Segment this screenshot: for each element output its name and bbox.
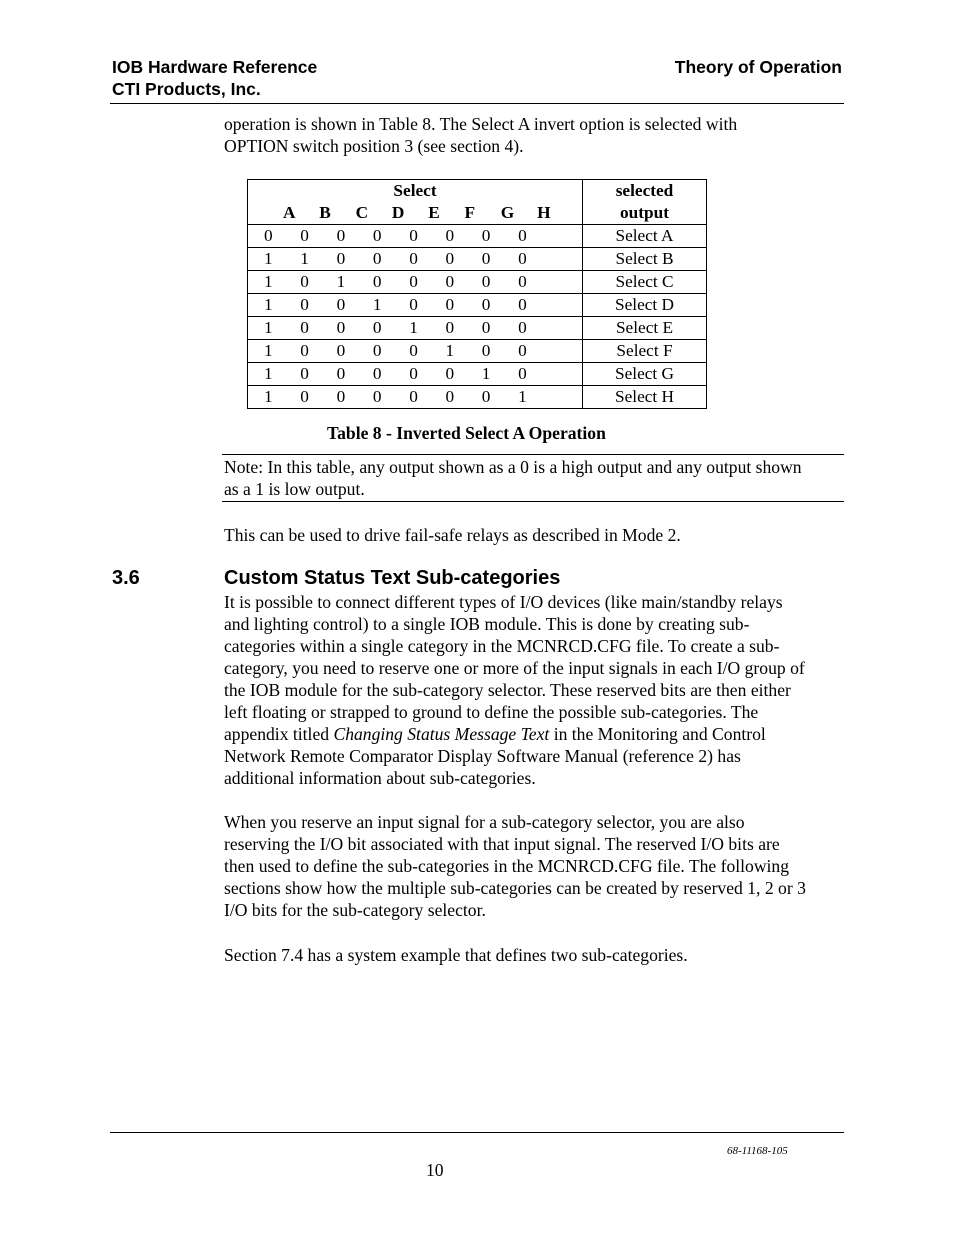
bit-value: 0 <box>336 387 346 406</box>
bit-value: 0 <box>336 226 346 245</box>
letter-d: D <box>391 203 405 222</box>
bit-value: 0 <box>518 295 527 314</box>
header-section: Theory of Operation <box>674 57 842 77</box>
bit-value: 0 <box>372 318 382 337</box>
bit-value: 0 <box>300 295 309 314</box>
bit-value: 1 <box>445 341 455 360</box>
bit-value: 0 <box>300 226 309 245</box>
section-number: 3.6 <box>112 567 140 589</box>
section-paragraph-1 <box>224 591 844 789</box>
section-heading <box>112 566 560 590</box>
bit-value: 0 <box>264 226 273 245</box>
bits-cell <box>248 317 583 340</box>
bit-value: 0 <box>481 318 491 337</box>
bit-value: 1 <box>264 387 273 406</box>
bit-value: 0 <box>372 364 382 383</box>
bit-value: 0 <box>481 295 491 314</box>
bit-value: 0 <box>336 341 346 360</box>
bit-value: 0 <box>372 387 382 406</box>
header-company: CTI Products, Inc. <box>112 79 261 99</box>
output-header-line2: output <box>620 203 669 222</box>
fail-safe-paragraph: This can be used to drive fail-safe relays as described in Mode 2. <box>224 525 681 545</box>
table-row <box>248 294 707 317</box>
manual-title-italic: Changing Status Message Text <box>333 724 550 744</box>
document-code: 68-11168-105 <box>727 1145 788 1157</box>
footer-rule <box>110 1132 844 1133</box>
bit-value: 0 <box>518 272 527 291</box>
bits-cell <box>248 225 583 248</box>
bit-value: 0 <box>372 249 382 268</box>
bit-value: 0 <box>409 226 418 245</box>
header-left <box>112 56 317 100</box>
bit-value: 0 <box>445 318 455 337</box>
bit-value: 0 <box>481 341 491 360</box>
bits-cell <box>248 248 583 271</box>
table-row <box>248 317 707 340</box>
header-rule <box>110 103 844 104</box>
bit-value: 1 <box>372 295 382 314</box>
table-row <box>248 271 707 294</box>
table-row <box>248 363 707 386</box>
bits-cell <box>248 340 583 363</box>
select-header: Select <box>393 181 437 200</box>
header-title: IOB Hardware Reference <box>112 57 318 77</box>
letter-g: G <box>500 203 515 222</box>
section-title: Custom Status Text Sub-categories <box>224 567 561 589</box>
bit-value: 0 <box>518 318 527 337</box>
bits-cell <box>248 386 583 409</box>
bit-value: 0 <box>409 295 418 314</box>
bit-value: 0 <box>372 226 382 245</box>
bit-value: 1 <box>264 318 273 337</box>
section-paragraph-2: When you reserve an input signal for a sub-category selector, you are also reserving the I/O bit associated with that input signal. The reserved I/O bits are then used to define the sub-categories in the MCNRCD.CFG file. The following sections show how the multiple sub-categories can be created by reserved 1, 2 or 3 I/O bits for the sub-category selector. <box>224 812 806 920</box>
output-cell: Select C <box>583 271 707 294</box>
select-table <box>247 179 707 409</box>
page-number: 10 <box>426 1160 444 1180</box>
output-header-line1: selected <box>615 181 674 200</box>
bit-value: 0 <box>336 295 346 314</box>
bit-value: 1 <box>518 387 527 406</box>
bit-value: 0 <box>445 272 455 291</box>
note-bottom-rule <box>222 501 844 502</box>
intro-paragraph: operation is shown in Table 8. The Select A invert option is selected with OPTION switch position 3 (see section 4). <box>224 114 738 156</box>
bit-value: 0 <box>445 226 455 245</box>
bit-value: 0 <box>372 272 382 291</box>
bit-value: 0 <box>445 387 455 406</box>
note-paragraph: Note: In this table, any output shown as a 0 is a high output and any output shown as a 1 is low output. <box>224 457 802 499</box>
bit-value: 1 <box>264 249 273 268</box>
para1-text-before: It is possible to connect different types of I/O devices (like main/standby relays and lighting control) to a single IOB module. This is done by creating sub- categories within a single category in the MCNRCD.CFG file. To create a sub- category, you need to reserve one or more of the input signals in each I/O group of the IOB module for the sub-category selector. These reserved bits are then either left floating or strapped to ground to define the possible sub-categories. The appendix titled <box>224 592 805 744</box>
para1-text-after: in the Monitoring and Control Network Remote Comparator Display Software Manual (reference 2) has additional information about sub-categories. <box>224 724 766 788</box>
bit-value: 0 <box>481 226 491 245</box>
section-paragraph-3: Section 7.4 has a system example that defines two sub-categories. <box>224 945 688 965</box>
bit-value: 0 <box>481 272 491 291</box>
bit-value: 0 <box>518 226 527 245</box>
bit-value: 0 <box>481 249 491 268</box>
output-cell: Select D <box>583 294 707 317</box>
table-row <box>248 248 707 271</box>
bit-value: 1 <box>264 364 273 383</box>
bit-value: 0 <box>445 295 455 314</box>
bit-value: 1 <box>481 364 491 383</box>
bit-value: 0 <box>481 387 491 406</box>
output-cell: Select F <box>583 340 707 363</box>
table-row <box>248 340 707 363</box>
bit-value: 0 <box>372 341 382 360</box>
bit-value: 0 <box>336 249 346 268</box>
select-letters <box>248 202 582 224</box>
bit-value: 1 <box>300 249 309 268</box>
table-caption: Table 8 - Inverted Select A Operation <box>327 423 606 443</box>
output-cell: Select B <box>583 248 707 271</box>
bit-value: 0 <box>300 272 309 291</box>
bits-cell <box>248 271 583 294</box>
bit-value: 1 <box>264 295 273 314</box>
bit-value: 1 <box>264 272 273 291</box>
bit-value: 0 <box>336 364 346 383</box>
letter-b: B <box>319 203 331 222</box>
table-row <box>248 225 707 248</box>
select-column-header <box>248 180 583 225</box>
letter-a: A <box>283 203 296 222</box>
bit-value: 1 <box>409 318 418 337</box>
letter-f: F <box>464 203 476 222</box>
bit-value: 0 <box>409 387 418 406</box>
table-body <box>248 225 707 409</box>
output-cell: Select G <box>583 363 707 386</box>
bit-value: 0 <box>336 318 346 337</box>
output-cell: Select A <box>583 225 707 248</box>
output-cell: Select H <box>583 386 707 409</box>
bit-value: 0 <box>518 249 527 268</box>
letter-e: E <box>428 203 440 222</box>
bit-value: 0 <box>445 364 455 383</box>
letter-c: C <box>355 203 369 222</box>
bit-value: 0 <box>518 364 527 383</box>
bit-value: 0 <box>409 272 418 291</box>
output-column-header <box>583 180 707 225</box>
bit-value: 1 <box>264 341 273 360</box>
table-row <box>248 386 707 409</box>
note-top-rule <box>222 454 844 455</box>
bits-cell <box>248 294 583 317</box>
letter-h: H <box>537 203 551 222</box>
bits-cell <box>248 363 583 386</box>
bit-value: 0 <box>445 249 455 268</box>
bit-value: 0 <box>300 341 309 360</box>
bit-value: 0 <box>518 341 527 360</box>
bit-value: 0 <box>409 364 418 383</box>
bit-value: 0 <box>300 387 309 406</box>
bit-value: 0 <box>409 249 418 268</box>
bit-value: 0 <box>300 364 309 383</box>
bit-value: 1 <box>336 272 346 291</box>
bit-value: 0 <box>300 318 309 337</box>
output-cell: Select E <box>583 317 707 340</box>
bit-value: 0 <box>409 341 418 360</box>
